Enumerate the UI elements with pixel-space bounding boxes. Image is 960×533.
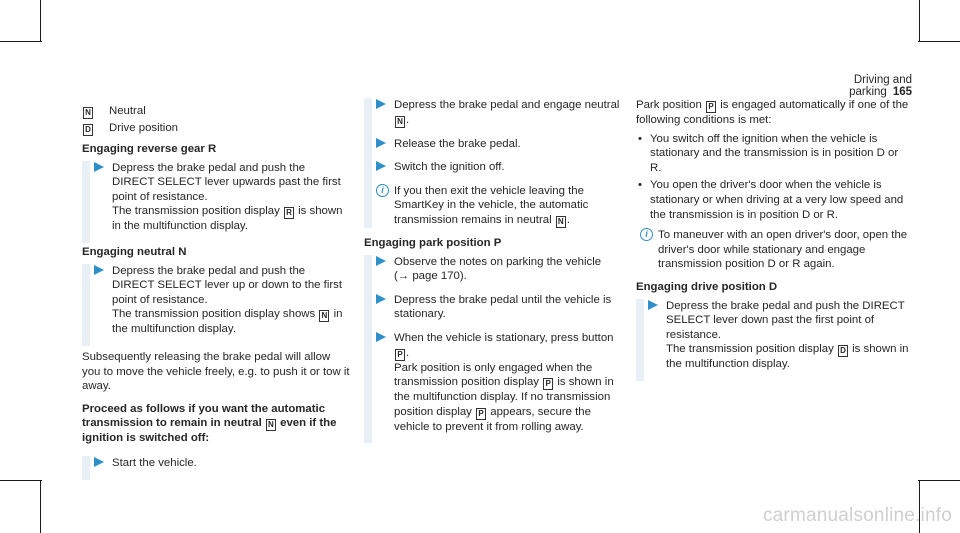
p-key-icon: P [476,408,486,420]
info-icon: i [640,228,653,241]
crop-mark [0,41,42,42]
heading-proceed: Proceed as follows if you want the automatic transmission to remain in neutral N even if the ignition is switched off: [82,402,337,445]
d-key-icon: D [83,124,93,136]
list-item: D Drive position [82,121,350,136]
column-3 [636,98,912,381]
step: Depress the brake pedal and engage neutral N . [372,98,628,137]
instruction-block [82,456,350,480]
crop-mark [919,0,920,42]
instruction-block [82,264,350,346]
watermark: carmanualsonline.info [762,505,952,526]
r-key-icon: R [284,207,294,219]
step: Release the brake pedal. [372,137,628,161]
step: Depress the brake pedal and push the DIRECT SELECT lever up or down to the first point of resistance. The transmission position display shows N in the multifunction display. [90,264,350,346]
crop-mark [918,41,960,42]
page-header [788,74,912,98]
step: Start the vehicle. [90,456,350,480]
page-reference[interactable]: (→ page 170). [394,270,467,283]
arrow-icon [94,265,104,275]
p-key-icon: P [706,101,716,113]
d-key-icon: D [838,345,848,357]
heading-park: Engaging park position P [364,236,502,249]
n-key-icon: N [266,419,276,431]
arrow-icon [376,161,386,171]
n-key-icon: N [83,107,93,119]
arrow-icon [376,332,386,342]
paragraph: Subsequently releasing the brake pedal will allow you to move the vehicle freely, e.g. to push it or tow it away. [82,350,350,393]
arrow-icon [94,162,104,172]
bullet-icon: • [638,132,642,145]
step: Observe the notes on parking the vehicle (→ page 170). [372,255,628,293]
p-key-icon: P [543,378,553,390]
section-title: Driving and parking [849,74,912,98]
instruction-block [82,161,350,243]
list-item: N Neutral [82,104,350,119]
column-2 [364,98,628,443]
arrow-icon [376,294,386,304]
instruction-block [636,299,912,381]
crop-mark [40,0,41,42]
step: Switch the ignition off. [372,160,628,184]
arrow-icon [376,138,386,148]
heading-neutral: Engaging neutral N [82,245,187,258]
n-key-icon: N [319,310,329,322]
arrow-icon [376,256,386,266]
arrow-icon [94,457,104,467]
bullet-icon: • [638,179,642,192]
instruction-block [364,255,628,444]
arrow-icon [376,99,386,109]
step: When the vehicle is stationary, press button P . Park position is only engaged when the transmission position display P is shown in the multifunction display. If no transmission position display P appears, secure the vehicle to prevent it from rolling away. [372,331,628,443]
n-key-icon: N [395,116,405,128]
list-item: • You open the driver's door when the vehicle is stationary or when driving at a very low speed and the transmission is in position D or R. [638,179,904,221]
arrow-icon [648,300,658,310]
step: Depress the brake pedal and push the DIRECT SELECT lever upwards past the first point of resistance. The transmission position display R is shown in the multifunction display. [90,161,350,243]
info-icon: i [376,184,389,197]
crop-mark [918,480,960,481]
intro-text: Park position P is engaged automatically if one of the following conditions is met: [636,99,909,126]
note: i To maneuver with an open driver's door, open the driver's door while stationary and engage transmission position D or R again. [636,228,912,272]
step: Depress the brake pedal and push the DIRECT SELECT lever down past the first point of resistance. The transmission position display D is shown in the multifunction display. [644,299,912,381]
note: i If you then exit the vehicle leaving the SmartKey in the vehicle, the automatic transmission remains in neutral N . [372,184,628,228]
heading-reverse: Engaging reverse gear R [82,143,217,155]
heading-drive: Engaging drive position D [636,280,778,293]
list-item: • You switch off the ignition when the vehicle is stationary and the transmission is in position D or R. [638,132,899,174]
crop-mark [0,480,42,481]
p-key-icon: P [395,349,405,361]
page-number: 165 [892,86,912,98]
step: Depress the brake pedal until the vehicle is stationary. [372,293,628,331]
instruction-block [364,98,628,228]
n-key-icon: N [556,216,566,228]
column-1 [82,104,350,480]
crop-mark [40,480,41,533]
